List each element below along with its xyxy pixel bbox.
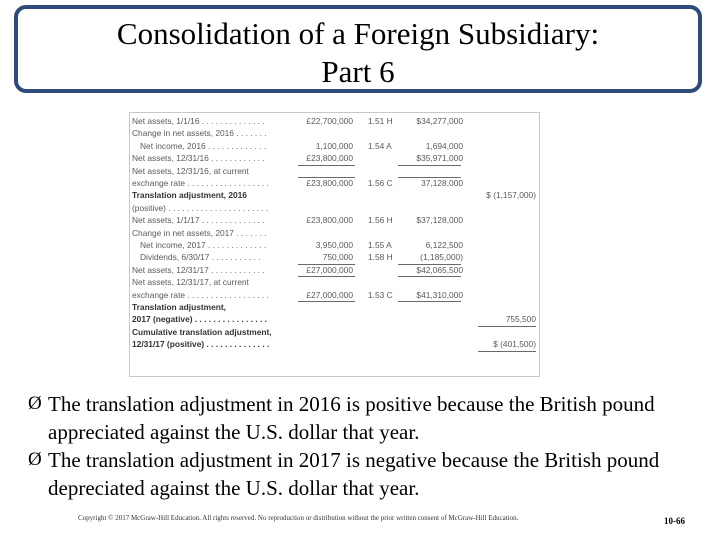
row-exchange-rate: 1.56 H xyxy=(368,215,393,226)
row-label: exchange rate . . . . . . . . . . . . . . . . . . xyxy=(132,289,269,300)
row-amount-gbp: £23,800,000 xyxy=(306,153,353,164)
page-number: 10-66 xyxy=(664,516,685,526)
table-row xyxy=(130,240,539,251)
row-label: Change in net assets, 2017 . . . . . . . xyxy=(132,227,267,238)
bullet-list xyxy=(28,390,708,502)
row-label: Change in net assets, 2016 . . . . . . . xyxy=(132,128,267,139)
row-amount-gbp: £27,000,000 xyxy=(306,289,353,300)
subtotal-rule xyxy=(398,301,461,302)
slide-title-line-1: Consolidation of a Foreign Subsidiary: xyxy=(116,16,600,51)
row-exchange-rate: 1.54 A xyxy=(368,140,392,151)
row-exchange-rate: 1.53 C xyxy=(368,289,393,300)
row-label: Net assets, 12/31/17 . . . . . . . . . . . . xyxy=(132,264,265,275)
row-label: Net income, 2016 . . . . . . . . . . . . . xyxy=(140,140,267,151)
row-label: Translation adjustment, xyxy=(132,302,227,312)
row-translation-adjustment: $ (401,500) xyxy=(493,339,536,350)
subtotal-rule xyxy=(398,177,461,178)
row-amount-usd: $35,971,000 xyxy=(416,153,463,164)
subtotal-rule xyxy=(298,264,355,265)
row-amount-usd: 1,694,000 xyxy=(425,140,463,151)
subtotal-rule xyxy=(298,177,355,178)
row-label: 2017 (negative) . . . . . . . . . . . . . . . . xyxy=(132,314,267,325)
row-label: Net income, 2017 . . . . . . . . . . . . . xyxy=(140,240,267,250)
translation-adjustment-table xyxy=(129,112,540,377)
row-amount-usd: $42,065,500 xyxy=(416,264,463,275)
slide-title-box xyxy=(14,5,702,93)
subtotal-rule xyxy=(478,326,536,327)
row-label: Net assets, 12/31/16, at current xyxy=(132,165,249,176)
table-row xyxy=(130,290,539,301)
row-label: Net assets, 12/31/16 . . . . . . . . . . . . xyxy=(132,153,265,164)
row-amount-gbp: £22,700,000 xyxy=(306,116,353,126)
row-label: Net assets, 1/1/16 . . . . . . . . . . . . . . xyxy=(132,116,265,126)
row-amount-usd: $37,128,000 xyxy=(416,215,463,226)
bullet-item xyxy=(28,446,708,502)
row-exchange-rate: 1.56 C xyxy=(368,178,393,188)
table-row xyxy=(130,228,539,239)
table-row xyxy=(130,302,539,313)
table-row xyxy=(130,265,539,276)
row-amount-gbp: £27,000,000 xyxy=(306,264,353,275)
subtotal-rule xyxy=(298,165,355,166)
row-amount-gbp: £23,800,000 xyxy=(306,178,353,188)
table-row xyxy=(130,327,539,338)
row-label: Translation adjustment, 2016 xyxy=(132,190,247,201)
row-exchange-rate: 1.55 A xyxy=(368,240,392,250)
subtotal-rule xyxy=(398,165,461,166)
row-amount-usd: $34,277,000 xyxy=(416,116,463,126)
table-row xyxy=(130,166,539,177)
slide-title-line-2: Part 6 xyxy=(321,54,395,89)
bullet-arrow-icon: Ø xyxy=(28,449,42,470)
subtotal-rule xyxy=(398,276,461,277)
row-label: (positive) . . . . . . . . . . . . . . . . . . . . . . xyxy=(132,202,269,213)
bullet-text: The translation adjustment in 2016 is positive because the British pound appreciated against the U.S. dollar that year. xyxy=(48,392,655,444)
subtotal-rule xyxy=(478,351,536,352)
row-amount-usd: 37,128,000 xyxy=(421,178,463,188)
row-amount-gbp: 1,100,000 xyxy=(315,140,353,151)
row-amount-usd: $41,310,000 xyxy=(416,289,463,300)
bullet-text: The translation adjustment in 2017 is negative because the British pound depreciated against the U.S. dollar that year. xyxy=(48,448,660,500)
table-row xyxy=(130,128,539,139)
table-row xyxy=(130,203,539,214)
row-amount-usd: 6,122,500 xyxy=(425,240,463,250)
row-label: exchange rate . . . . . . . . . . . . . . . . . . xyxy=(132,178,269,188)
row-translation-adjustment: $ (1,157,000) xyxy=(486,190,536,201)
row-amount-usd: (1,185,000) xyxy=(420,252,463,263)
copyright-footer: Copyright © 2017 McGraw-Hill Education. All rights reserved. No reproduction or distribution without the prior written consent of McGraw-Hill Education. xyxy=(78,514,519,522)
subtotal-rule xyxy=(298,301,355,302)
row-exchange-rate: 1.58 H xyxy=(368,252,393,263)
row-amount-gbp: £23,800,000 xyxy=(306,215,353,226)
table-row xyxy=(130,339,539,350)
table-row xyxy=(130,314,539,325)
row-amount-gbp: 3,950,000 xyxy=(315,240,353,250)
subtotal-rule xyxy=(298,276,355,277)
bullet-item xyxy=(28,390,708,446)
table-row xyxy=(130,277,539,288)
row-translation-adjustment: 755,500 xyxy=(505,314,536,325)
row-label: Dividends, 6/30/17 . . . . . . . . . . . xyxy=(140,252,261,263)
table-row xyxy=(130,178,539,189)
bullet-arrow-icon: Ø xyxy=(28,393,42,414)
table-row xyxy=(130,116,539,127)
table-row xyxy=(130,141,539,152)
table-row xyxy=(130,252,539,263)
row-label: 12/31/17 (positive) . . . . . . . . . . . . . . xyxy=(132,339,270,350)
table-row xyxy=(130,190,539,201)
table-row xyxy=(130,215,539,226)
table-row xyxy=(130,153,539,164)
row-exchange-rate: 1.51 H xyxy=(368,116,393,126)
row-label: Cumulative translation adjustment, xyxy=(132,326,272,337)
row-amount-gbp: 750,000 xyxy=(322,252,353,263)
subtotal-rule xyxy=(398,264,461,265)
row-label: Net assets, 1/1/17 . . . . . . . . . . . . . . xyxy=(132,215,265,226)
row-label: Net assets, 12/31/17, at current xyxy=(132,277,249,288)
